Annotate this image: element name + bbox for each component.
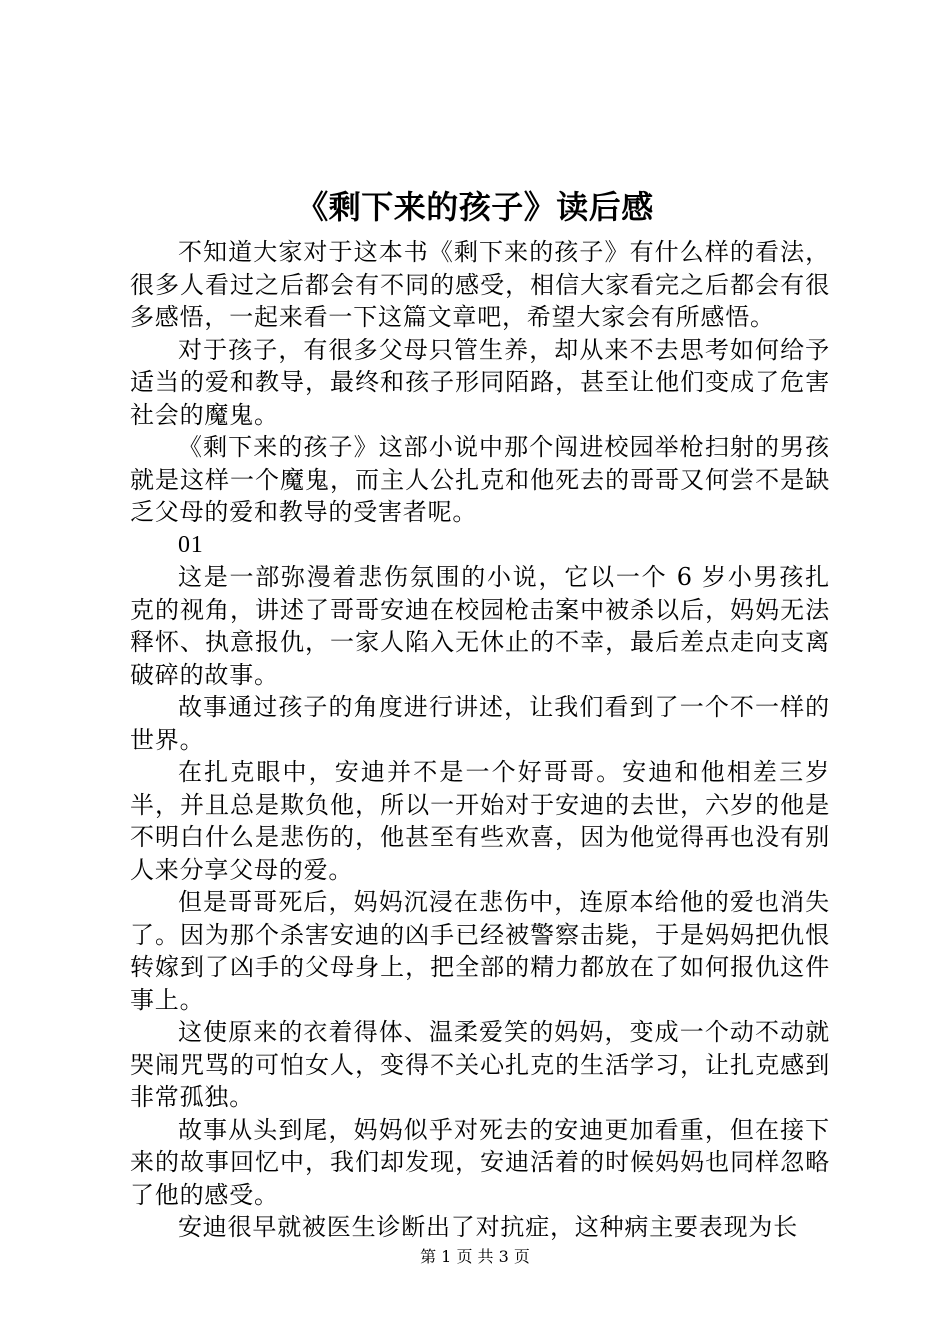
document-body [130,236,830,1244]
paragraph: 这使原来的衣着得体、温柔爱笑的妈妈，变成一个动不动就哭闹咒骂的可怕女人，变得不关心扎克的生活学习，让扎克感到非常孤独。 [130,1018,830,1111]
paragraph: 但是哥哥死后，妈妈沉浸在悲伤中，连原本给他的爱也消失了。因为那个杀害安迪的凶手已经被警察击毙，于是妈妈把仇恨转嫁到了凶手的父母身上，把全部的精力都放在了如何报仇这件事上。 [130,888,830,1014]
document-title: 《剩下来的孩子》读后感 [296,188,654,226]
paragraph: 对于孩子，有很多父母只管生养，却从来不去思考如何给予适当的爱和教导，最终和孩子形同陌路，甚至让他们变成了危害社会的魔鬼。 [130,335,830,429]
page-footer: 第 1 页 共 3 页 [420,1247,530,1266]
paragraph: 不知道大家对于这本书《剩下来的孩子》有什么样的看法，很多人看过之后都会有不同的感受，相信大家看完之后都会有很多感悟，一起来看一下这篇文章吧，希望大家会有所感悟。 [130,238,830,331]
paragraph: 这是一部弥漫着悲伤氛围的小说，它以一个 6 岁小男孩扎克的视角，讲述了哥哥安迪在校园枪击案中被杀以后，妈妈无法释怀、执意报仇，一家人陷入无休止的不幸，最后差点走向支离破碎的故事。 [130,563,830,689]
paragraph: 故事从头到尾，妈妈似乎对死去的安迪更加看重，但在接下来的故事回忆中，我们却发现，安迪活着的时候妈妈也同样忽略了他的感受。 [130,1115,830,1209]
paragraph: 安迪很早就被医生诊断出了对抗症，这种病主要表现为长 [178,1213,798,1241]
paragraph: 在扎克眼中，安迪并不是一个好哥哥。安迪和他相差三岁半，并且总是欺负他，所以一开始对于安迪的去世，六岁的他是不明白什么是悲伤的，他甚至有些欢喜，因为他觉得再也没有别人来分享父母的爱。 [130,758,830,884]
paragraph: 《剩下来的孩子》这部小说中那个闯进校园举枪扫射的男孩就是这样一个魔鬼，而主人公扎克和他死去的哥哥又何尝不是缺乏父母的爱和教导的受害者呢。 [130,433,830,526]
paragraph: 故事通过孩子的角度进行讲述，让我们看到了一个不一样的世界。 [130,693,830,754]
section-number: 01 [178,531,204,558]
